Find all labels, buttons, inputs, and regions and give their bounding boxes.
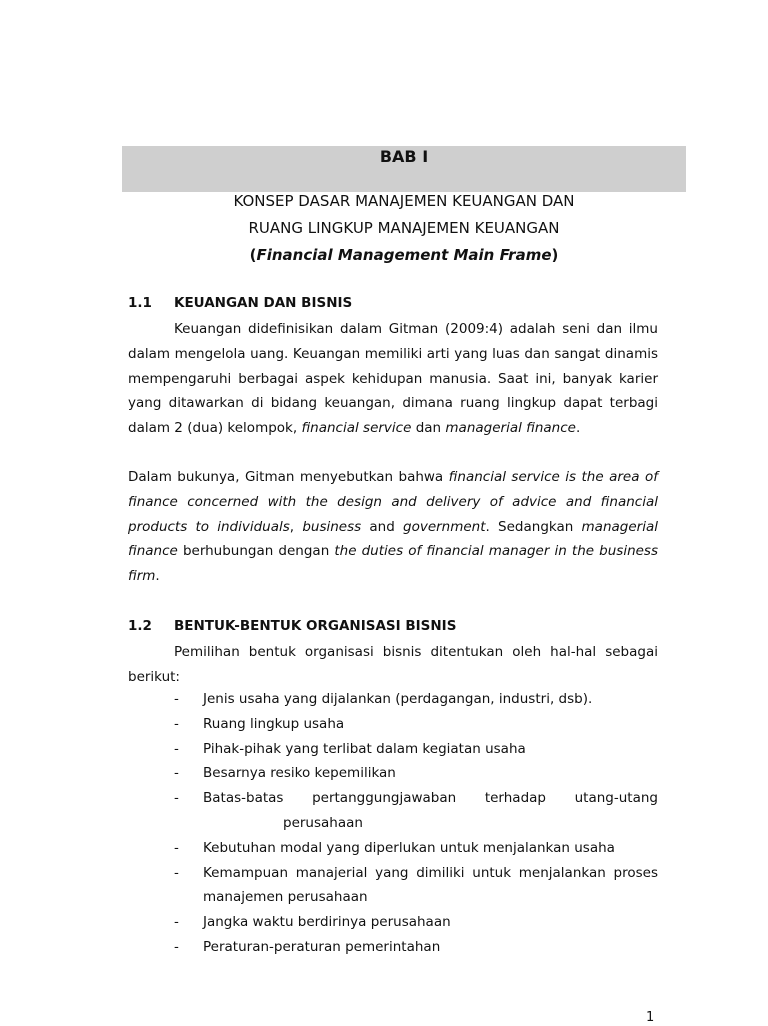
- list-item: - Batas-batas pertanggungjawaban terhadap utang-utang perusahaan: [174, 790, 658, 831]
- section-heading-1-2: [128, 617, 456, 635]
- document-title-line-2: RUANG LINGKUP MANAJEMEN KEUANGAN: [248, 219, 560, 237]
- document-subtitle: (Financial Management Main Frame): [249, 246, 559, 264]
- list-item: - Ruang lingkup usaha: [174, 715, 345, 732]
- section-number: 1.1: [128, 295, 152, 311]
- list-item: - Peraturan-peraturan pemerintahan: [174, 938, 441, 955]
- section-title: KEUANGAN DAN BISNIS: [174, 295, 353, 311]
- list-item: - Besarnya resiko kepemilikan: [174, 765, 396, 782]
- paragraph-definition: Keuangan didefinisikan dalam Gitman (2009:4) adalah seni dan ilmu dalam mengelola uang. Keuangan memiliki arti yang luas dan sangat dinamis mempengaruhi berbagai aspek kehidupan manusia. Saat ini, banyak karier yang ditawarkan di bidang keuangan, dimana ruang lingkup dapat terbagi dalam 2 (dua) kelompok, financial service dan managerial finance.: [128, 321, 658, 437]
- paragraph-intro: Pemilihan bentuk organisasi bisnis ditentukan oleh hal-hal sebagai berikut:: [128, 644, 658, 685]
- criteria-list: [128, 687, 658, 960]
- list-item: - Kemampuan manajerial yang dimiliki untuk menjalankan proses manajemen perusahaan: [174, 864, 658, 906]
- section-title: BENTUK-BENTUK ORGANISASI BISNIS: [174, 618, 457, 634]
- paragraph-gitman: Dalam bukunya, Gitman menyebutkan bahwa financial service is the area of finance concerned with the design and delivery of advice and financial products to individuals, business and government. Sedangkan managerial finance berhubungan dengan the duties of financial manager in the business firm.: [128, 469, 658, 585]
- document-title-line-1: KONSEP DASAR MANAJEMEN KEUANGAN DAN: [233, 192, 575, 210]
- page-number: 1: [646, 1010, 655, 1025]
- chapter-title: BAB I: [379, 147, 429, 166]
- list-item: - Jenis usaha yang dijalankan (perdagangan, industri, dsb).: [174, 691, 593, 707]
- section-heading-1-1: [128, 294, 352, 312]
- list-item: - Pihak-pihak yang terlibat dalam kegiatan usaha: [174, 740, 526, 757]
- list-item: - Kebutuhan modal yang diperlukan untuk menjalankan usaha: [174, 839, 615, 856]
- section-number: 1.2: [128, 618, 152, 634]
- list-item: - Jangka waktu berdirinya perusahaan: [174, 914, 451, 931]
